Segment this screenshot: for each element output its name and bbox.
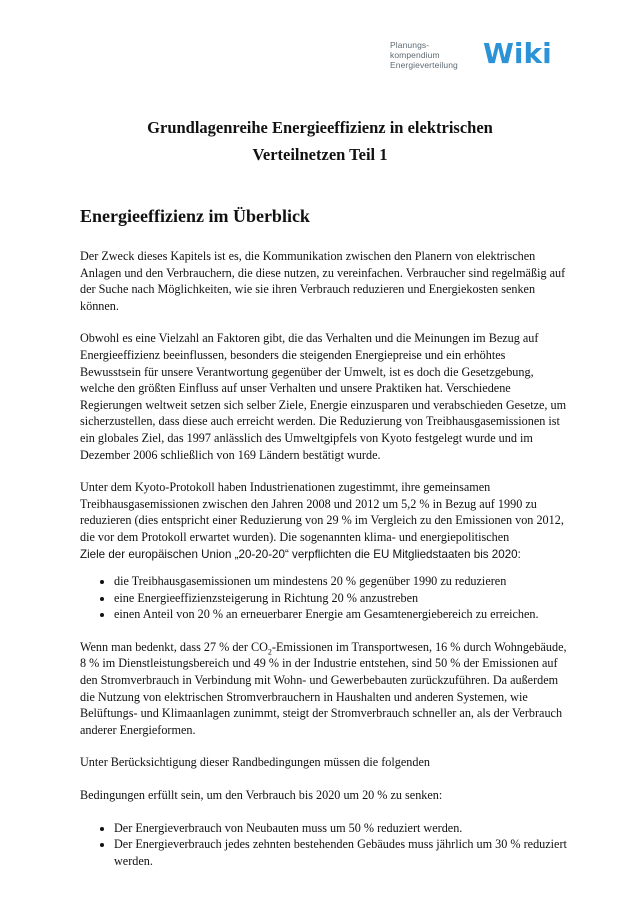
body-text (80, 248, 568, 885)
paragraph-3-tail: Ziele der europäischen Union „20-20-20“ verpflichten die EU Mitgliedstaaten bis 2020: (80, 547, 521, 561)
paragraph-4-start: Wenn man bedenkt, dass 27 % der CO (80, 639, 268, 654)
document-title (80, 114, 560, 168)
list-item: • die Treibhausgasemissionen um mindestens 20 % gegenüber 1990 zu reduzieren (114, 573, 568, 590)
list-item: • Der Energieverbrauch jedes zehnten bestehenden Gebäudes muss jährlich um 30 % reduziert werden. (114, 836, 568, 869)
paragraph-5: Unter Berücksichtigung dieser Randbedingungen müssen die folgenden (80, 755, 430, 770)
list-item: • eine Energieeffizienzsteigerung in Richtung 20 % anzustreben (114, 590, 568, 607)
paragraph-3 (80, 479, 568, 563)
paragraph-1: Der Zweck dieses Kapitels ist es, die Kommunikation zwischen den Planern von elektrischen Anlagen und den Verbrauchern, die diese nutzen, zu vereinfachen. Verbraucher sind regelmäßig auf der Suche nach Möglichkeiten, wie sie ihren Verbrauch reduzieren und Energiekosten senken können. (80, 249, 566, 313)
title-line-1: Grundlagenreihe Energieeffizienz in elektrischen (147, 118, 493, 137)
logo-subtitle (390, 40, 458, 70)
co2-subscript: 2 (267, 647, 272, 657)
logo (390, 37, 560, 76)
logo-line-2: kompendium (390, 50, 440, 60)
paragraph-4 (80, 639, 568, 739)
paragraph-6: Bedingungen erfüllt sein, um den Verbrauch bis 2020 um 20 % zu senken: (80, 788, 443, 803)
title-line-2: Verteilnetzen Teil 1 (252, 145, 388, 164)
section-heading: Energieeffizienz im Überblick (80, 206, 310, 226)
paragraph-2: Obwohl es eine Vielzahl an Faktoren gibt, die das Verhalten und die Meinungen im Bezug auf Energieeffizienz beeinflussen, besonders die steigenden Energiepreise und ein erhöhtes Bewusstsein für unsere Verantwortung gegenüber der Umwelt, ist es doch die Gesetzgebung, welche den größten Einfluss auf unser Verhalten und unsere Praktiken hat. Verschiedene Regierungen weltweit setzen sich selber Ziele, Energie einzusparen und verabschieden Gesetze, um sicherzustellen, dass diese auch erreicht werden. Die Reduzierung von Treibhausgasemissionen ist ein globales Ziel, das 1997 anlässlich des Umweltgipfels von Kyoto festgelegt wurde und im Dezember 2006 schließlich von 169 Ländern bestätigt wurde. (80, 331, 567, 462)
goals-list (80, 573, 568, 623)
logo-line-1: Planungs- (390, 40, 430, 50)
paragraph-4-rest: -Emissionen im Transportwesen, 16 % durch Wohngebäude, 8 % im Dienstleistungsbereich und 49 % in der Industrie entstehen, sind 50 % der Emissionen auf den Stromverbrauch in Verbindung mit Wohn- und Gewerbebauten zurückzuführen. Da außerdem die Nutzung von elektrischen Stromverbrauchern in Haushalten und anderen Systemen, wie Belüftungs- und Klimaanlagen zunimmt, steigt der Stromverbrauch schneller an, als der Verbrauch anderer Energieformen. (80, 639, 567, 737)
list-item: • einen Anteil von 20 % an erneuerbarer Energie am Gesamtenergiebereich zu erreichen. (114, 606, 568, 623)
list-item: • Der Energieverbrauch von Neubauten muss um 50 % reduziert werden. (114, 820, 568, 837)
logo-wiki: Wiki (483, 37, 552, 70)
conditions-list (80, 820, 568, 870)
paragraph-3-text: Unter dem Kyoto-Protokoll haben Industrienationen zugestimmt, ihre gemeinsamen Treibhausgasemissionen zwischen den Jahren 2008 und 2012 um 5,2 % in Bezug auf 1990 zu reduzieren (dies entspricht einer Reduzierung von 29 % im Vergleich zu den Emissionen von 2012, die vor dem Protokoll erwartet wurden). Die sogenannten klima- und energiepolitischen (80, 480, 564, 544)
logo-line-3: Energieverteilung (390, 60, 458, 70)
